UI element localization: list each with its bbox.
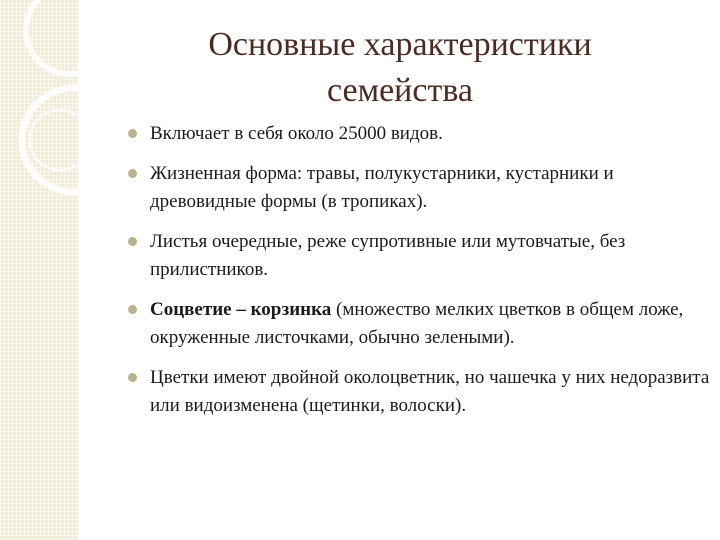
- bullet-text: Жизненная форма: травы, полукустарники, кустарники и древовидные формы (в тропиках).: [150, 163, 614, 212]
- bullet-list: [126, 120, 711, 432]
- bullet-text: Листья очередные, реже супротивные или мутовчатые, без прилистников.: [150, 231, 626, 280]
- bullet-bold-term: Соцветие – корзинка: [150, 299, 332, 320]
- bullet-item: [126, 296, 711, 352]
- bullet-text: Цветки имеют двойной околоцветник, но чашечка у них недоразвита или видоизменена (щетинки, волоски).: [150, 367, 710, 416]
- bullet-dot-icon: [128, 237, 137, 246]
- bullet-text: Включает в себя около 25000 видов.: [150, 123, 443, 144]
- bullet-dot-icon: [128, 373, 137, 382]
- bullet-text: (множество мелких цветков в общем ложе, окруженные листочками, обычно зелеными).: [150, 299, 684, 348]
- bullet-dot-icon: [128, 129, 137, 138]
- bullet-dot-icon: [128, 305, 137, 314]
- bullet-item: [126, 228, 711, 284]
- slide-title: [150, 22, 650, 114]
- decorative-circles-icon: [0, 0, 78, 540]
- slide-title-line-2: семейства: [326, 72, 474, 109]
- slide-title-line-1: Основные характеристики: [208, 26, 592, 63]
- bullet-item: [126, 364, 711, 420]
- decorative-side-strip: [0, 0, 78, 540]
- bullet-item: [126, 120, 711, 148]
- bullet-dot-icon: [128, 169, 137, 178]
- bullet-item: [126, 160, 711, 216]
